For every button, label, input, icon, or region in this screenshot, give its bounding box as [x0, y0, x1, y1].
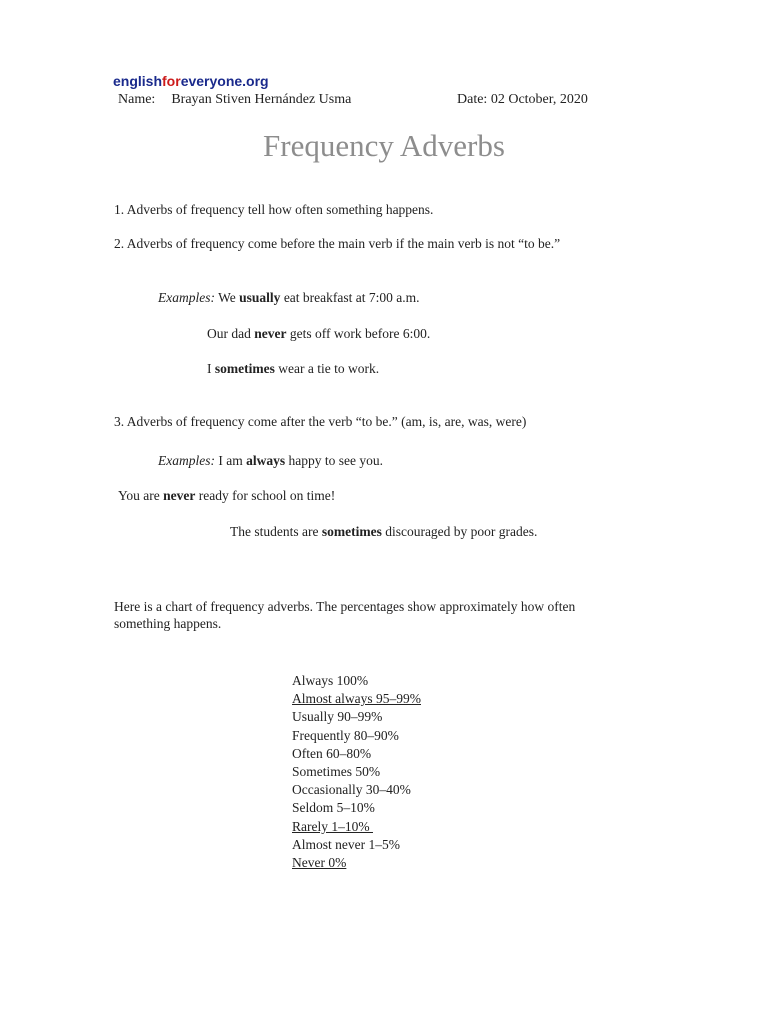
date-line: [457, 91, 588, 108]
frequency-chart-item: Almost never 1–5%: [292, 836, 400, 852]
example-text: discouraged by poor grades.: [385, 524, 538, 539]
frequency-chart-item: Almost always 95–99%: [292, 691, 421, 707]
example-text: wear a tie to work.: [278, 361, 380, 376]
example-text: eat breakfast at 7:00 a.m.: [283, 290, 420, 305]
frequency-chart-item: Sometimes 50%: [292, 764, 381, 780]
rule-2: 2. Adverbs of frequency come before the main verb if the main verb is not “to be.”: [114, 236, 561, 251]
frequency-chart-item: Occasionally 30–40%: [292, 782, 411, 798]
frequency-chart-item: Rarely 1–10%: [292, 818, 373, 834]
name-line: [118, 91, 351, 108]
frequency-chart-item: Never 0%: [292, 855, 347, 871]
site-text-everyone: everyone.org: [180, 73, 269, 89]
examples-label: Examples:: [158, 290, 215, 305]
rule-1: 1. Adverbs of frequency tell how often something happens.: [114, 202, 434, 217]
frequency-chart-item: Always 100%: [292, 673, 369, 688]
example-adverb: sometimes: [214, 361, 275, 376]
page-title: Frequency Adverbs: [263, 128, 505, 163]
frequency-chart-item: Often 60–80%: [292, 745, 372, 761]
example-2-3: [230, 523, 537, 540]
example-1-3: [207, 360, 379, 377]
frequency-chart-item: Frequently 80–90%: [292, 727, 399, 743]
chart-intro-line-1: Here is a chart of frequency adverbs. The percentages show approximately how often: [114, 599, 576, 614]
name-value: Brayan Stiven Hernández Usma: [171, 92, 352, 107]
example-text: happy to see you.: [288, 453, 383, 468]
date-value: 02 October, 2020: [490, 92, 588, 107]
chart-intro-line-2: something happens.: [114, 616, 222, 631]
site-logo-text: [113, 73, 269, 90]
example-1-2: [207, 325, 430, 342]
examples-label: Examples:: [158, 453, 215, 468]
example-text: The students are: [230, 524, 319, 539]
example-text: ready for school on time!: [198, 488, 336, 503]
example-text: You are: [118, 488, 160, 503]
frequency-chart-list: [292, 672, 421, 872]
site-text-english: english: [113, 73, 163, 89]
date-label: Date:: [457, 92, 488, 107]
example-adverb: never: [254, 326, 287, 341]
frequency-chart-item: Usually 90–99%: [292, 709, 383, 725]
site-text-for: for: [162, 73, 181, 89]
example-text: I: [207, 361, 212, 376]
example-text: Our dad: [207, 326, 251, 341]
example-1-1: [158, 289, 420, 306]
example-2-1: [158, 452, 383, 469]
frequency-chart-item: Seldom 5–10%: [292, 800, 375, 816]
example-text: I am: [218, 453, 243, 468]
example-adverb: sometimes: [321, 524, 382, 539]
example-adverb: always: [246, 453, 286, 468]
example-adverb: usually: [239, 290, 281, 305]
example-adverb: never: [163, 488, 196, 503]
example-text: gets off work before 6:00.: [289, 326, 431, 341]
example-2-2: [118, 487, 335, 504]
name-label: Name:: [118, 92, 156, 107]
rule-3: 3. Adverbs of frequency come after the verb “to be.” (am, is, are, was, were): [114, 414, 527, 429]
example-text: We: [218, 290, 236, 305]
